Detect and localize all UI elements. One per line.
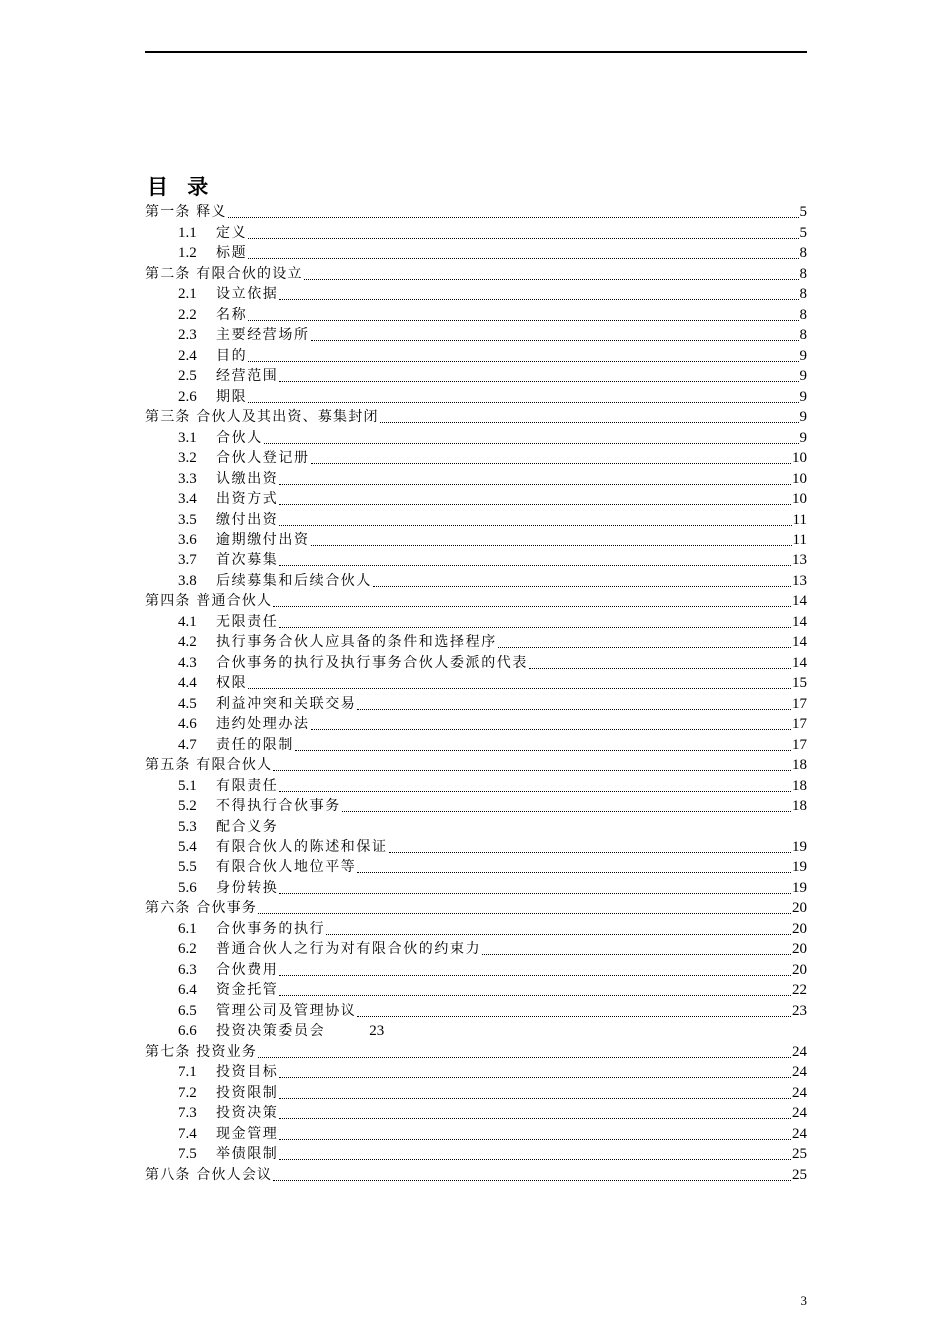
toc-entry-title: 第七条 投资业务	[145, 1043, 258, 1060]
toc-dot-leader	[389, 851, 791, 853]
toc-dot-leader	[279, 1117, 791, 1119]
toc-section-number: 2.1	[178, 286, 197, 303]
toc-section-entry[interactable]	[145, 692, 807, 712]
toc-page-number: 17	[792, 695, 807, 712]
toc-dot-leader	[342, 810, 791, 812]
toc-entry-title: 合伙事务的执行及执行事务合伙人委派的代表	[216, 654, 528, 671]
toc-section-number: 3.4	[178, 491, 197, 508]
toc-section-entry[interactable]	[145, 1143, 807, 1163]
toc-section-number: 4.2	[178, 634, 197, 651]
toc-page-number: 17	[792, 716, 807, 733]
toc-page-number: 14	[792, 613, 807, 630]
toc-page-number: 10	[792, 450, 807, 467]
toc-entry-title: 权限	[216, 675, 248, 692]
toc-section-number: 5.5	[178, 859, 197, 876]
toc-section-entry[interactable]	[145, 1081, 807, 1101]
toc-section-entry[interactable]	[145, 876, 807, 896]
toc-section-entry[interactable]	[145, 651, 807, 671]
toc-dot-leader	[279, 790, 791, 792]
toc-page-number: 19	[792, 879, 807, 896]
toc-page-number: 25	[792, 1146, 807, 1163]
toc-entry-title: 投资决策	[216, 1105, 279, 1122]
toc-dot-leader	[264, 442, 799, 444]
toc-page-number: 5	[799, 204, 807, 221]
toc-section-number: 3.3	[178, 470, 197, 487]
toc-entry-title: 定义	[216, 224, 248, 241]
toc-dot-leader	[279, 483, 791, 485]
toc-entry-title: 有限合伙人地位平等	[216, 859, 357, 876]
toc-section-number: 4.7	[178, 736, 197, 753]
toc-entry-title: 利益冲突和关联交易	[216, 695, 357, 712]
toc-entry-title: 第八条 合伙人会议	[145, 1166, 273, 1183]
toc-page-number: 8	[799, 245, 807, 262]
toc-section-entry[interactable]	[145, 856, 807, 876]
toc-page-number: 24	[792, 1084, 807, 1101]
toc-page-number: 18	[792, 757, 807, 774]
toc-dot-leader	[373, 585, 791, 587]
toc-dot-leader	[248, 401, 798, 403]
toc-dot-leader	[311, 544, 792, 546]
toc-entry-title: 首次募集	[216, 552, 279, 569]
toc-section-number: 4.1	[178, 613, 197, 630]
toc-dot-leader	[482, 953, 791, 955]
toc-dot-leader	[279, 626, 791, 628]
toc-dot-leader	[279, 1076, 791, 1078]
toc-entry-title: 无限责任	[216, 613, 279, 630]
toc-section-number: 3.6	[178, 531, 197, 548]
toc-dot-leader	[279, 1158, 791, 1160]
toc-entry-title: 第一条 释义	[145, 204, 227, 221]
toc-chapter-entry[interactable]	[145, 262, 807, 282]
toc-page-number: 20	[792, 941, 807, 958]
toc-section-number: 6.1	[178, 920, 197, 937]
toc-entry-title: 逾期缴付出资	[216, 531, 310, 548]
toc-section-entry[interactable]	[145, 836, 807, 856]
toc-section-number: 1.1	[178, 224, 197, 241]
toc-dot-leader	[279, 974, 791, 976]
toc-entry-title: 合伙事务的执行	[216, 920, 326, 937]
toc-dot-leader	[258, 1056, 791, 1058]
toc-entry-title: 第六条 合伙事务	[145, 900, 258, 917]
toc-dot-leader	[279, 298, 798, 300]
toc-section-entry[interactable]	[145, 569, 807, 589]
toc-entry-title: 出资方式	[216, 491, 279, 508]
toc-section-number: 3.1	[178, 429, 197, 446]
toc-page-number: 23	[792, 1002, 807, 1019]
toc-page-number: 11	[792, 531, 807, 548]
toc-dot-leader	[311, 462, 791, 464]
toc-entry-title: 投资限制	[216, 1084, 279, 1101]
toc-chapter-entry[interactable]	[145, 1163, 807, 1183]
toc-dot-leader	[273, 769, 791, 771]
toc-dot-leader	[357, 871, 791, 873]
toc-dot-leader	[380, 421, 799, 423]
toc-page-number: 8	[799, 265, 807, 282]
toc-section-number: 4.5	[178, 695, 197, 712]
toc-section-number: 5.2	[178, 798, 197, 815]
toc-section-number: 7.5	[178, 1146, 197, 1163]
toc-title: 目 录	[147, 175, 215, 199]
toc-section-entry[interactable]	[145, 631, 807, 651]
toc-entry-title: 经营范围	[216, 368, 279, 385]
toc-entry-title: 身份转换	[216, 879, 279, 896]
toc-page-number: 19	[792, 859, 807, 876]
toc-section-entry[interactable]	[145, 283, 807, 303]
toc-section-entry[interactable]	[145, 303, 807, 323]
toc-entry-title: 现金管理	[216, 1125, 279, 1142]
toc-page-number: 14	[792, 654, 807, 671]
toc-page-number: 23	[369, 1023, 385, 1040]
toc-entry-title: 设立依据	[216, 286, 279, 303]
toc-entry-title: 认缴出资	[216, 470, 279, 487]
toc-page-number: 18	[792, 777, 807, 794]
toc-section-number: 5.4	[178, 839, 197, 855]
toc-dot-leader	[311, 339, 799, 341]
toc-dot-leader	[279, 892, 791, 894]
toc-section-entry[interactable]	[145, 938, 807, 958]
toc-entry-title: 资金托管	[216, 982, 279, 999]
toc-page-number: 24	[792, 1043, 807, 1060]
toc-dot-leader	[295, 749, 791, 751]
toc-dot-leader	[248, 319, 798, 321]
toc-page-number: 24	[792, 1064, 807, 1081]
toc-entry-title: 合伙费用	[216, 961, 279, 978]
toc-chapter-entry[interactable]	[145, 1040, 807, 1060]
toc-chapter-entry[interactable]	[145, 897, 807, 917]
toc-entry-title: 举债限制	[216, 1146, 279, 1163]
toc-section-entry[interactable]	[145, 1102, 807, 1122]
toc-page-number: 22	[792, 982, 807, 999]
toc-section-entry[interactable]	[145, 713, 807, 733]
toc-dot-leader	[326, 933, 791, 935]
toc-section-entry[interactable]	[145, 795, 807, 815]
toc-page-number: 17	[792, 736, 807, 753]
toc-dot-leader	[279, 994, 791, 996]
toc-page-number: 14	[792, 634, 807, 651]
toc-page-number: 9	[799, 429, 807, 446]
toc-entry-title: 第二条 有限合伙的设立	[145, 265, 303, 282]
page-number: 3	[800, 1293, 807, 1308]
toc-dot-leader	[279, 1097, 791, 1099]
toc-page-number: 13	[792, 552, 807, 569]
toc-page-number: 20	[792, 920, 807, 937]
toc-section-number: 7.2	[178, 1084, 197, 1101]
toc-entry-title: 投资目标	[216, 1064, 279, 1081]
toc-entry-title: 第三条 合伙人及其出资、募集封闭	[145, 409, 379, 426]
toc-section-number: 6.2	[178, 941, 197, 958]
toc-dot-leader	[279, 380, 798, 382]
toc-section-number: 3.5	[178, 511, 197, 528]
toc-section-entry[interactable]	[145, 221, 807, 241]
toc-page-number: 24	[792, 1125, 807, 1142]
toc-section-entry[interactable]	[145, 1122, 807, 1142]
toc-dot-leader	[248, 237, 798, 239]
toc-page-number: 24	[792, 1105, 807, 1122]
toc-page-number: 10	[792, 491, 807, 508]
toc-section-number: 3.7	[178, 552, 197, 569]
toc-entry-title: 第五条 有限合伙人	[145, 757, 273, 774]
toc-dot-leader	[258, 912, 791, 914]
toc-dot-leader	[228, 216, 799, 218]
toc-section-entry[interactable]	[145, 549, 807, 569]
toc-entry-title: 主要经营场所	[216, 327, 310, 344]
toc-section-number: 2.5	[178, 368, 197, 385]
toc-dot-leader	[304, 278, 799, 280]
toc-page-number: 14	[792, 593, 807, 610]
toc-section-number: 2.6	[178, 388, 197, 405]
toc-dot-leader	[248, 257, 798, 259]
toc-entry-title: 缴付出资	[216, 511, 279, 528]
toc-section-entry[interactable]	[145, 385, 807, 405]
toc-entry-title: 投资决策委员会	[216, 1023, 326, 1040]
toc-dot-leader	[273, 605, 791, 607]
toc-chapter-entry[interactable]	[145, 590, 807, 610]
toc-entry-title: 后续募集和后续合伙人	[216, 572, 372, 589]
toc-entry-title: 标题	[216, 245, 248, 262]
toc-entry-title: 管理公司及管理协议	[216, 1002, 357, 1019]
toc-section-number: 4.3	[178, 654, 197, 671]
toc-dot-leader	[279, 564, 791, 566]
toc-page-number: 8	[799, 306, 807, 323]
toc-section-entry[interactable]	[145, 242, 807, 262]
toc-chapter-entry[interactable]	[145, 406, 807, 426]
toc-section-entry[interactable]	[145, 1061, 807, 1081]
header-rule	[145, 51, 807, 53]
toc-section-entry[interactable]	[145, 774, 807, 794]
toc-section-number: 7.4	[178, 1125, 197, 1142]
toc-section-entry[interactable]	[145, 999, 807, 1019]
toc-dot-leader	[279, 503, 791, 505]
toc-section-number: 4.4	[178, 675, 197, 692]
toc-dot-leader	[279, 524, 791, 526]
toc-dot-leader	[273, 1179, 791, 1181]
toc-entry-title: 有限责任	[216, 777, 279, 794]
toc-page-number: 9	[799, 409, 807, 426]
toc-section-entry[interactable]	[145, 324, 807, 344]
toc-entry-title: 名称	[216, 306, 248, 323]
toc-page-number: 8	[799, 327, 807, 344]
toc-entry-title: 责任的限制	[216, 736, 294, 753]
toc-section-number: 3.8	[178, 572, 197, 589]
toc-page-number: 9	[799, 388, 807, 405]
toc-page-number: 25	[792, 1166, 807, 1183]
toc-section-number: 5.3	[178, 818, 197, 835]
toc-section-number: 5.6	[178, 879, 197, 896]
toc-section-entry[interactable]	[145, 979, 807, 999]
toc-page-number: 20	[792, 900, 807, 917]
toc-section-entry[interactable]	[145, 426, 807, 446]
toc-section-entry[interactable]	[145, 917, 807, 937]
toc-section-entry[interactable]	[145, 610, 807, 630]
toc-page-number: 19	[792, 839, 807, 855]
toc-entry-title: 有限合伙人的陈述和保证	[216, 839, 388, 855]
toc-section-entry[interactable]	[145, 733, 807, 753]
toc-page-number: 15	[792, 675, 807, 692]
toc-section-entry[interactable]	[145, 815, 807, 835]
toc-dot-leader	[357, 1015, 791, 1017]
toc-section-number: 7.3	[178, 1105, 197, 1122]
toc-dot-leader	[311, 728, 791, 730]
toc-page-number: 13	[792, 572, 807, 589]
toc-entry-title: 第四条 普通合伙人	[145, 593, 273, 610]
toc-entry-title: 违约处理办法	[216, 716, 310, 733]
toc-dot-leader	[357, 708, 791, 710]
toc-section-number: 7.1	[178, 1064, 197, 1081]
toc-section-entry[interactable]	[145, 488, 807, 508]
toc-page-number: 18	[792, 798, 807, 815]
toc-section-entry[interactable]	[145, 1020, 807, 1040]
toc-entry-title: 合伙人	[216, 429, 263, 446]
toc-entry-title: 期限	[216, 388, 248, 405]
toc-section-entry[interactable]	[145, 447, 807, 467]
toc-section-number: 2.2	[178, 306, 197, 323]
toc-page-number: 8	[799, 286, 807, 303]
toc-section-number: 4.6	[178, 716, 197, 733]
toc-dot-leader	[529, 667, 791, 669]
toc-section-number: 1.2	[178, 245, 197, 262]
toc-entry-title: 普通合伙人之行为对有限合伙的约束力	[216, 941, 482, 958]
toc-dot-leader	[279, 1138, 791, 1140]
toc-entry-title: 配合义务	[216, 818, 279, 835]
toc-section-number: 6.6	[178, 1023, 197, 1040]
toc-section-number: 3.2	[178, 450, 197, 467]
toc-section-number: 5.1	[178, 777, 197, 794]
toc-page-number: 20	[792, 961, 807, 978]
toc-entry-title: 目的	[216, 347, 248, 364]
toc-entry-title: 合伙人登记册	[216, 450, 310, 467]
toc-entry-title: 执行事务合伙人应具备的条件和选择程序	[216, 634, 497, 651]
table-of-contents	[145, 201, 807, 1184]
toc-section-number: 2.4	[178, 347, 197, 364]
toc-page-number: 10	[792, 470, 807, 487]
toc-page-number: 9	[799, 368, 807, 385]
toc-chapter-entry[interactable]	[145, 201, 807, 221]
toc-dot-leader	[248, 687, 791, 689]
toc-chapter-entry[interactable]	[145, 754, 807, 774]
toc-section-number: 6.5	[178, 1002, 197, 1019]
toc-section-entry[interactable]	[145, 344, 807, 364]
toc-dot-leader	[248, 360, 798, 362]
toc-section-entry[interactable]	[145, 672, 807, 692]
toc-section-entry[interactable]	[145, 365, 807, 385]
toc-page-number: 11	[792, 511, 807, 528]
toc-section-entry[interactable]	[145, 529, 807, 549]
toc-section-entry[interactable]	[145, 958, 807, 978]
toc-section-entry[interactable]	[145, 467, 807, 487]
toc-page-number: 5	[799, 224, 807, 241]
toc-section-entry[interactable]	[145, 508, 807, 528]
toc-section-number: 2.3	[178, 327, 197, 344]
toc-section-number: 6.3	[178, 961, 197, 978]
toc-section-number: 6.4	[178, 982, 197, 999]
toc-page-number: 9	[799, 347, 807, 364]
toc-entry-title: 不得执行合伙事务	[216, 798, 341, 815]
toc-dot-leader	[498, 646, 791, 648]
